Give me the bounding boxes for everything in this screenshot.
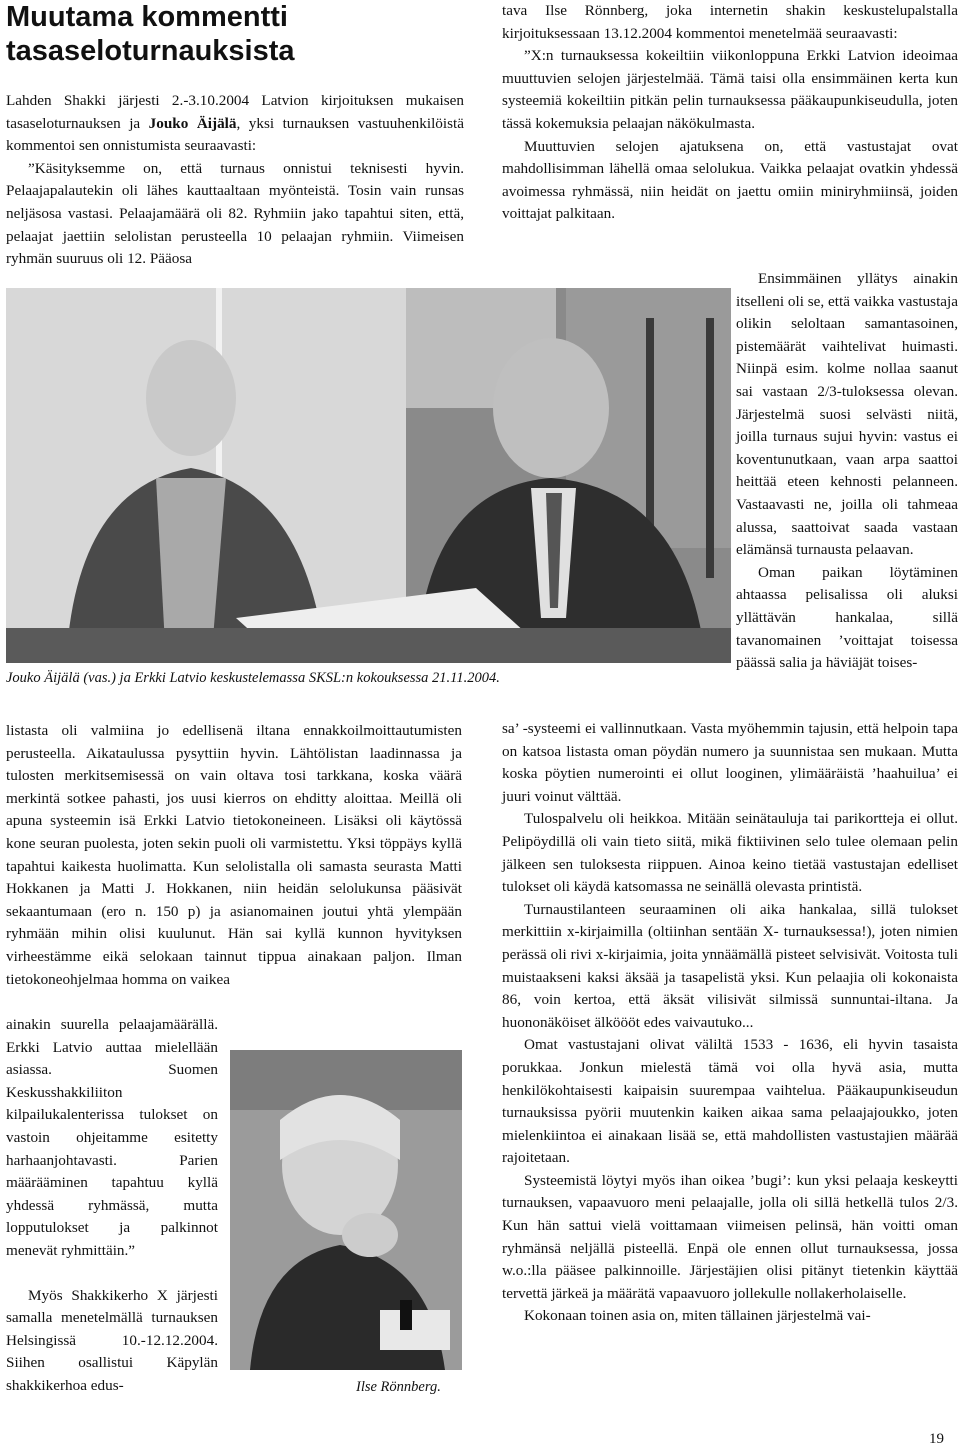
right-quote-paragraph-1: ”X:n turnauksessa kokeiltiin viikonloppuna Erkki Latvion ideoimaa muuttuvien selojen järjestelmää. Tämä taisi olla ensimmäinen kerta kun systeemiä kokeiltiin pitkän pelin turnauksessa pääkaupunkiseudulla, joten tässä kokemuksia pelaajan näkökulmasta. [502, 47, 958, 132]
main-continuation-column [6, 720, 462, 991]
left-narrow-column [6, 1014, 218, 1398]
right-narrow-paragraph-2: Oman paikan löytäminen ahtaassa pelisalissa oli aluksi yllättävän hankalaa, sillä tavanomainen ’voittajat toisessa päässä salia ja häviäjät toises- [736, 563, 958, 672]
page-number: 19 [929, 1431, 944, 1447]
photo-meeting-caption: Jouko Äijälä (vas.) ja Erkki Latvio keskustelemassa SKSL:n kokouksessa 21.11.2004. [6, 670, 500, 686]
intro-text-pre: Lahden Shakki järjesti 2.-3.10.2004 Latvion kirjoituksen mukaisen tasaseloturnauksen ja [6, 92, 464, 132]
article-title: Muutama kommentti tasaseloturnauksista [6, 1, 295, 67]
myos-paragraph: Myös Shakkikerho X järjesti samalla menetelmällä turnauksen Helsingissä 10.-12.12.2004. Siihen osallistui Käpylän shakkikerhoa edus- [6, 1286, 218, 1394]
right-lower-paragraph-3: Turnaustilanteen seuraaminen oli aika hankalaa, sillä tulokset merkittiin x-kirjaimilla (oltiinhan sentään X- turnauksessa!), joten nimien perässä oli rivi x-kirjaimia, joita ynnäämällä pisteet selvisivät. Voitosta tuli muistaakseni kaksi äksää ja tasapelistä yksi. Kun pelaajia oli kokonaista 86, voin kertoa, että äksät vilisivät silmissä sunnuntai-iltana. Ja huononäköiset älköööt edes vaivautuko... [502, 900, 958, 1031]
photo-meeting [6, 288, 731, 663]
right-lower-paragraph-1: sa’ -systeemi ei vallinnutkaan. Vasta myöhemmin tajusin, että helpoin tapa on katsoa listasta oman pöydän numero ja suunnistaa sen mukaan. Mutta koska pöytien numerointi ei ollut looginen, ylimääräistä ’haahuilua’ ei juuri voinut välttää. [502, 720, 958, 805]
right-top-paragraph: tava Ilse Rönnberg, joka internetin shakin keskustelupalstalla kirjoituksessaan 13.12.2004 kommentoi menetelmää seuraavasti: [502, 2, 958, 42]
intro-paragraph [6, 90, 464, 158]
main-continuation-paragraph: listasta oli valmiina jo edellisenä iltana ennakkoilmoittautumisten perusteella. Aikataulussa pysyttiin hyvin. Lähtölistan laadinnassa ja tulosten merkitsemisessä on vain oltava tosi tarkkana, koska väärä merkintä sotkee pahasti, jos uusi kierros on ehditty aloittaa. Meillä oli apuna systeemin isä Erkki Latvio tietokoneineen. Lisäksi oli käytössä kone seuran puolesta, joten sekin puoli oli varmistettu. Yksi töppäys kyllä tapahtui kaikesta huolimatta. Kun selolistalla oli samasta seurasta Matti Hokkanen ja Matti J. Hokkanen, niin heidän selolukunsa pääsivät sekaantumaan (ero n. 150 p) ja asianomainen joutui yhtä ylempään ryhmään mihin olisi kuulunut. Hän sai kyllä kunnon hyvityksen virheestämme eikä selokaan tainnut tippua ainakaan paljon. Ilman tietokoneohjelmaa homma on vaikea [6, 722, 462, 988]
right-lower-paragraph-6: Kokonaan toinen asia on, miten tällainen järjestelmä vai- [524, 1307, 871, 1325]
right-top-column [502, 0, 958, 226]
right-lower-paragraph-2: Tulospalvelu oli heikkoa. Mitään seinätauluja tai parikorttejа ei ollut. Pelipöydillä oli vain tieto siitä, mikä fiktiivinen selo tulee olemaan pelin jälkeen sen tuloksesta riippuen. Ainoa keino tietää vastustajan edelliset tulokset oli käydä katsomassa ne seinällä olevasta printistä. [502, 810, 958, 896]
left-narrow-paragraph: ainakin suurella pelaajamäärällä. Erkki Latvio auttaa mielellään asiassa. Suomen Keskusshakkiliiton kilpailukalenterissa tulokset on vastoin ohjeitamme esitetty harhaanjohtavasti. Parien määrääminen tapahtuu kyllä yhdessä ryhmässä, mutta lopputulokset ja palkinnot menevät ryhmittäin.” [6, 1016, 218, 1259]
right-paragraph-2: Muuttuvien selojen ajatuksena on, että vastustajat ovat mahdollisimman lähellä omaa selolukua. Vaikka pelaajat ovatkin yhdessä avoimessa ryhmässä, niin heidät on jaettu omiin miniryhmiinsä, joiden voittajat palkitaan. [502, 137, 958, 223]
photo-portrait-caption: Ilse Rönnberg. [356, 1379, 441, 1395]
right-lower-paragraph-4: Omat vastustajani olivat väliltä 1533 - 1636, eli hyvin tasaista porukkaa. Jonkun mielestä tämä voi olla hyvä asia, mutta henkilökohtaisesti kaipaisin suurempaa vaihtelua. Pääkaupunkiseudun turnauksissa pyörii muutenkin kaiken aikaa sama pelaajajoukko, joten mielenkiintoa ei ainakaan lisää se, että mahdollisten vastustajien määrää rajoitetaan. [502, 1036, 958, 1167]
quote-start-paragraph: ”Käsityksemme on, että turnaus onnistui teknisesti hyvin. Pelaajapalautekin oli lähes kauttaaltaan myönteistä. Tosin vain runsas neljäsosa vastasi. Pelaajamäärä oli 82. Ryhmiin jako tapahtui siten, että, pelaajat jaettiin selolistan perusteella 10 pelaajan ryhmiin. Viimeisen ryhmän suuruus oli 12. Pääosa [6, 159, 464, 268]
right-lower-paragraph-5: Systeemistä löytyi myös ihan oikea ’bugi’: kun yksi pelaaja keskeytti turnauksen, vapaavuoro meni pelaajalle, jolla oli sillä hetkellä tulos 2/3. Kun hän sattui vielä voittamaan viimeisen pelinsä, hän voitti oman ryhmänsä neljällä pisteellä. Enpä ole ennen ollut turnauksessa, jossa w.o.:lla pääsee palkinnoille. Järjestäjien olisi pitänyt tietenkin käyttää tervettä järkeä ja määrätä vapaavuoro jollekulle nollakerholaiselle. [502, 1171, 958, 1302]
photo-portrait-image [230, 1050, 462, 1370]
intro-person-name: Jouko Äijälä [148, 114, 237, 132]
photo-portrait [230, 1050, 462, 1370]
intro-column [6, 90, 464, 271]
right-narrow-column [736, 268, 958, 675]
right-narrow-paragraph-1: Ensimmäinen yllätys ainakin itselleni oli se, että vaikka vastustaja olikin seloltaan samantasoinen, pistemäärät vaihtelivat huimasti. Niinpä esim. kolme nollaa saanut sai vastaan 2/3-tuloksessa olevan. Järjestelmä suosi selvästi niitä, joilla turnaus sujui hyvin: vastus ei koventunutkaan, vaan arpa saattoi heittää eteen kehnosti pelanneen. Vastaavasti ne, joilla oli tahmeaa alussa, saattoivat saada vastaan elämänsä turnausta pelaavan. [736, 270, 958, 559]
intro-text-post: , yksi turnauksen vastuuhenkilöistä kommentoi sen onnistumista seuraavasti: [6, 114, 464, 155]
photo-meeting-image [6, 288, 731, 663]
right-lower-column [502, 718, 958, 1328]
